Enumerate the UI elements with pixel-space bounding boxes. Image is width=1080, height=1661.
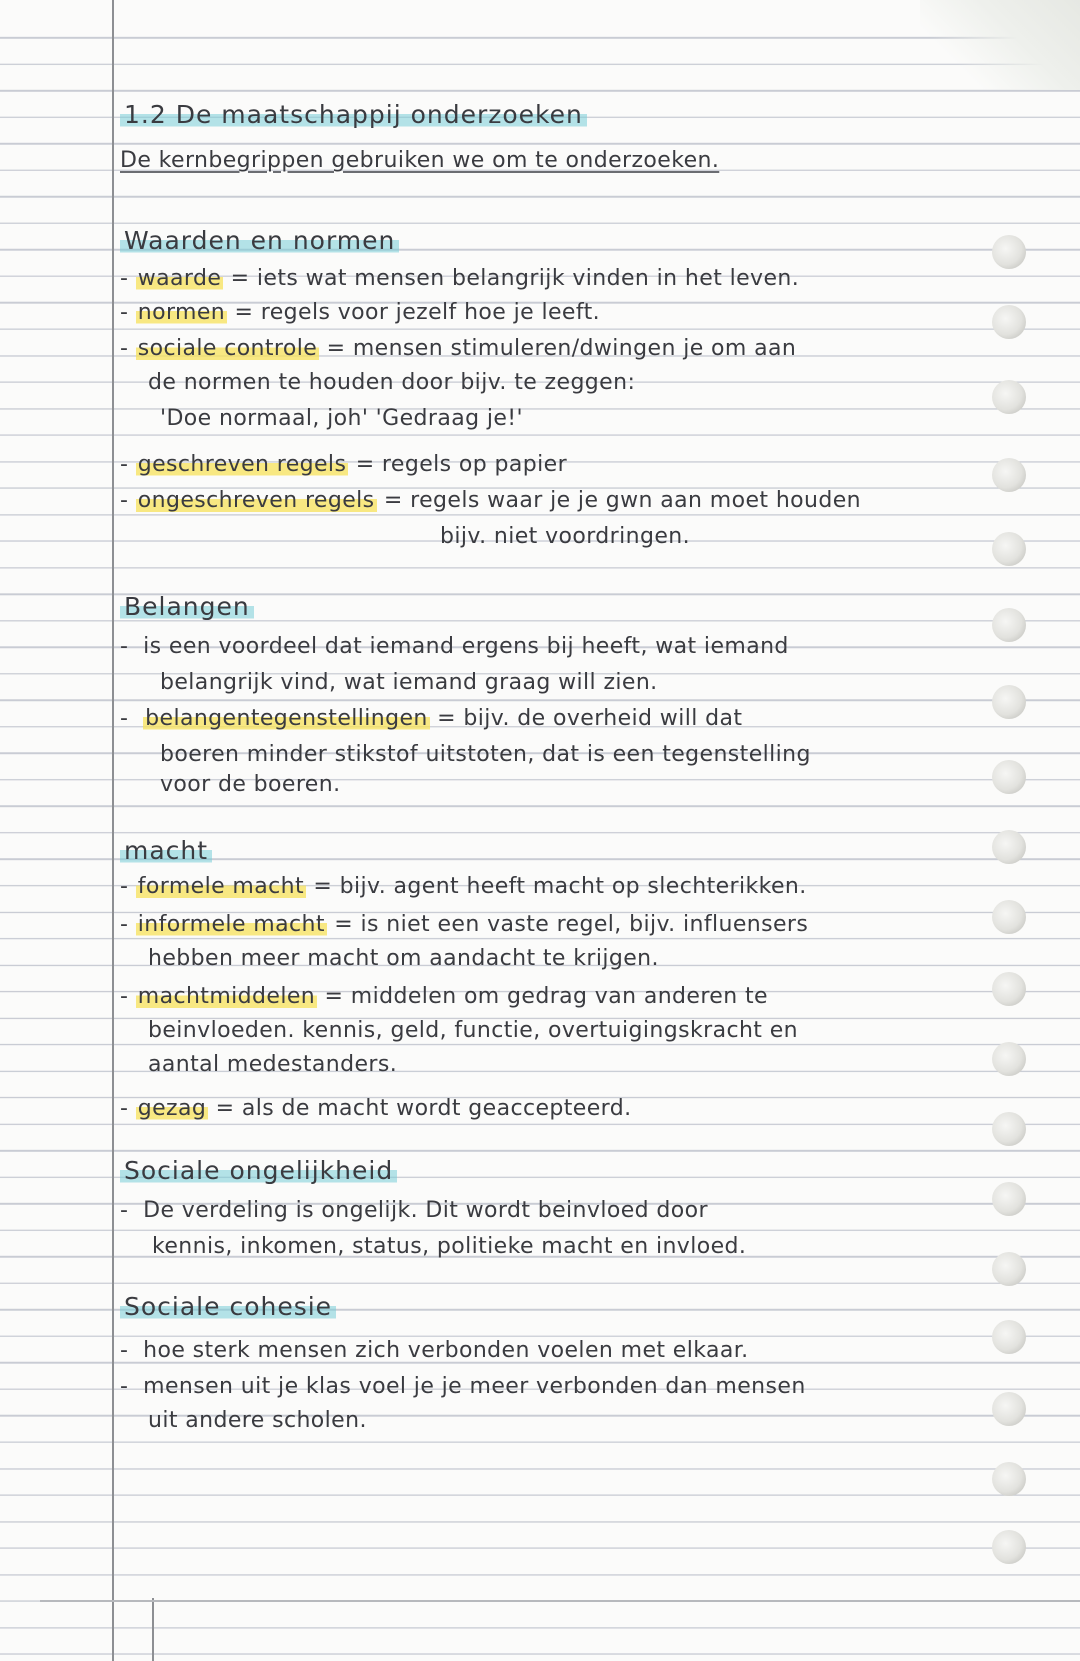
section-heading: Sociale cohesie: [120, 1292, 336, 1321]
note-line: boeren minder stikstof uitstoten, dat is een tegenstelling: [160, 742, 811, 767]
note-line: - geschreven regels = regels op papier: [120, 452, 568, 477]
punch-hole: [992, 760, 1026, 794]
note-line: - mensen uit je klas voel je je meer verbonden dan mensen: [120, 1374, 806, 1399]
page-bottom-edge: [40, 1600, 1080, 1602]
section-heading: Belangen: [120, 592, 254, 621]
margin-line: [112, 0, 114, 1661]
punch-hole: [992, 1392, 1026, 1426]
note-line: - machtmiddelen = middelen om gedrag van anderen te: [120, 984, 768, 1009]
punch-hole: [992, 1462, 1026, 1496]
punch-hole: [992, 235, 1026, 269]
intro-text: De kernbegrippen gebruiken we om te onderzoeken.: [120, 148, 720, 173]
page-title: 1.2 De maatschappij onderzoeken: [120, 100, 587, 129]
note-line: aantal medestanders.: [148, 1052, 398, 1077]
punch-hole: [992, 685, 1026, 719]
margin-line-bottom: [152, 1598, 154, 1661]
note-line: beinvloeden. kennis, geld, functie, overtuigingskracht en: [148, 1018, 798, 1043]
note-line: belangrijk vind, wat iemand graag will zien.: [160, 670, 658, 695]
punch-hole: [992, 532, 1026, 566]
highlighted-term: formele macht: [137, 874, 304, 899]
punch-hole: [992, 972, 1026, 1006]
note-line: - is een voordeel dat iemand ergens bij heeft, wat iemand: [120, 634, 789, 659]
note-line: - formele macht = bijv. agent heeft macht op slechterikken.: [120, 874, 807, 899]
highlighted-term: normen: [137, 300, 226, 325]
note-line: - informele macht = is niet een vaste regel, bijv. influensers: [120, 912, 809, 937]
punch-hole: [992, 1042, 1026, 1076]
note-line: hebben meer macht om aandacht te krijgen.: [148, 946, 659, 971]
section-heading: Waarden en normen: [120, 226, 399, 255]
punch-hole: [992, 1182, 1026, 1216]
punch-hole: [992, 380, 1026, 414]
note-line: - hoe sterk mensen zich verbonden voelen met elkaar.: [120, 1338, 749, 1363]
highlighted-term: gezag: [137, 1096, 207, 1121]
note-line: - belangentegenstellingen = bijv. de overheid will dat: [120, 706, 743, 731]
note-line: - normen = regels voor jezelf hoe je leeft.: [120, 300, 600, 325]
punch-hole: [992, 1320, 1026, 1354]
punch-hole: [992, 305, 1026, 339]
note-line: bijv. niet voordringen.: [440, 524, 690, 549]
highlighted-term: geschreven regels: [137, 452, 347, 477]
note-line: de normen te houden door bijv. te zeggen:: [148, 370, 636, 395]
punch-hole: [992, 608, 1026, 642]
note-line: kennis, inkomen, status, politieke macht en invloed.: [152, 1234, 747, 1259]
note-line: - gezag = als de macht wordt geaccepteerd.: [120, 1096, 632, 1121]
punch-hole: [992, 1530, 1026, 1564]
note-line: - waarde = iets wat mensen belangrijk vinden in het leven.: [120, 266, 800, 291]
highlighted-term: machtmiddelen: [137, 984, 316, 1009]
punch-hole: [992, 458, 1026, 492]
highlighted-term: sociale controle: [137, 336, 318, 361]
punch-hole: [992, 830, 1026, 864]
note-line: 'Doe normaal, joh' 'Gedraag je!': [160, 406, 523, 431]
note-line: - ongeschreven regels = regels waar je je gwn aan moet houden: [120, 488, 862, 513]
section-heading: Sociale ongelijkheid: [120, 1156, 397, 1185]
folded-corner: [920, 0, 1080, 90]
punch-hole: [992, 1252, 1026, 1286]
punch-hole: [992, 1112, 1026, 1146]
note-line: voor de boeren.: [160, 772, 341, 797]
punch-hole: [992, 900, 1026, 934]
highlighted-term: informele macht: [137, 912, 325, 937]
highlighted-term: ongeschreven regels: [137, 488, 375, 513]
section-heading: macht: [120, 836, 212, 865]
highlighted-term: waarde: [137, 266, 222, 291]
highlighted-term: belangentegenstellingen: [145, 706, 428, 731]
note-line: - De verdeling is ongelijk. Dit wordt beinvloed door: [120, 1198, 708, 1223]
note-line: - sociale controle = mensen stimuleren/dwingen je om aan: [120, 336, 797, 361]
note-line: uit andere scholen.: [148, 1408, 367, 1433]
